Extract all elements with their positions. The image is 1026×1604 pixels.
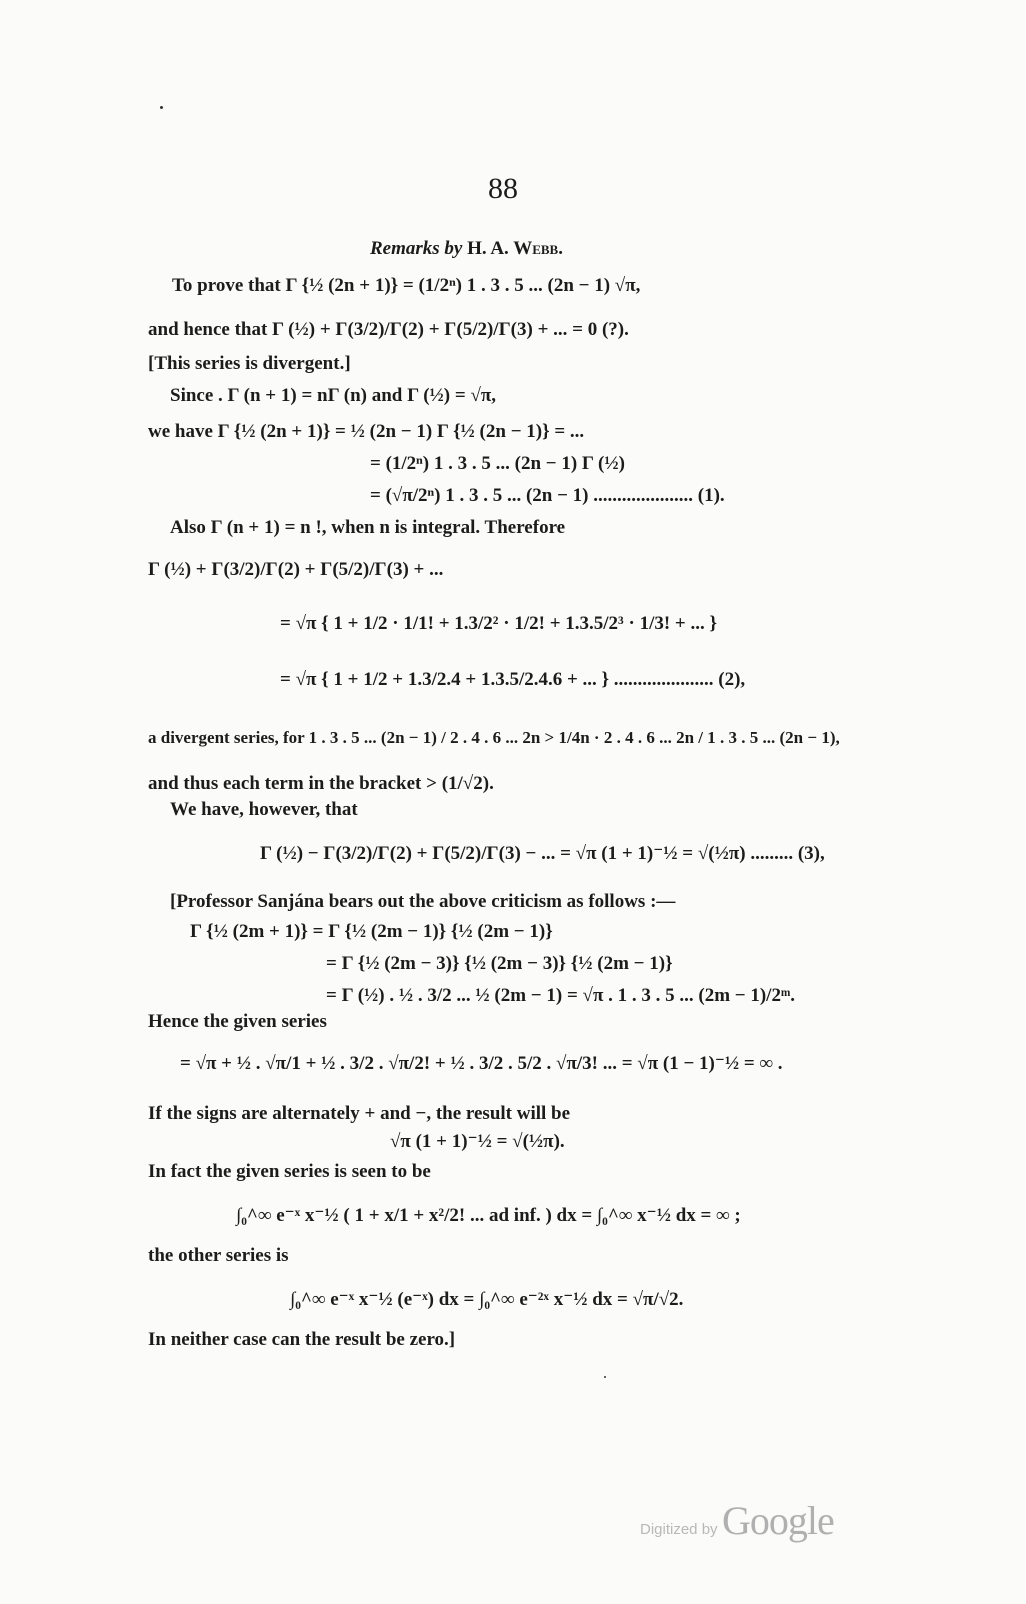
text-line: Γ (½) + Γ(3/2)/Γ(2) + Γ(5/2)/Γ(3) + ... bbox=[148, 559, 444, 580]
text-line: = (√π/2ⁿ) 1 . 3 . 5 ... (2n − 1) ..................... (1). bbox=[370, 485, 725, 506]
text-line: = Γ {½ (2m − 3)} {½ (2m − 3)} {½ (2m − 1)} bbox=[326, 953, 673, 974]
text-line: = √π { 1 + 1/2 + 1.3/2.4 + 1.3.5/2.4.6 + ... } ..................... (2), bbox=[280, 669, 746, 690]
text-line: In fact the given series is seen to be bbox=[148, 1161, 431, 1182]
text-line: and thus each term in the bracket > (1/√2). bbox=[148, 773, 494, 794]
text-line: ∫₀^∞ e⁻ˣ x⁻½ (e⁻ˣ) dx = ∫₀^∞ e⁻²ˣ x⁻½ dx = √π/√2. bbox=[290, 1289, 684, 1310]
text-line: the other series is bbox=[148, 1245, 289, 1266]
heading-author: H. A. Webb. bbox=[467, 238, 563, 259]
page-number: 88 bbox=[488, 172, 518, 205]
text-line: [Professor Sanjána bears out the above criticism as follows :— bbox=[170, 891, 676, 912]
section-heading bbox=[370, 238, 563, 260]
text-line: Γ {½ (2m + 1)} = Γ {½ (2m − 1)} {½ (2m − 1)} bbox=[190, 921, 553, 942]
text-line: = Γ (½) . ½ . 3/2 ... ½ (2m − 1) = √π . 1 . 3 . 5 ... (2m − 1)/2ᵐ. bbox=[326, 985, 796, 1006]
text-line: = √π { 1 + 1/2 · 1/1! + 1.3/2² · 1/2! + 1.3.5/2³ · 1/3! + ... } bbox=[280, 613, 717, 634]
heading-prefix: Remarks by bbox=[370, 238, 463, 259]
text-line: Also Γ (n + 1) = n !, when n is integral. Therefore bbox=[170, 517, 566, 538]
text-line: ∫₀^∞ e⁻ˣ x⁻½ ( 1 + x/1 + x²/2! ... ad inf. ) dx = ∫₀^∞ x⁻½ dx = ∞ ; bbox=[236, 1205, 741, 1226]
text-line: If the signs are alternately + and −, the result will be bbox=[148, 1103, 571, 1124]
watermark-small-text: Digitized by bbox=[640, 1521, 718, 1538]
text-line: = √π + ½ . √π/1 + ½ . 3/2 . √π/2! + ½ . 3/2 . 5/2 . √π/3! ... = √π (1 − 1)⁻½ = ∞ . bbox=[180, 1053, 783, 1074]
text-line: To prove that Γ {½ (2n + 1)} = (1/2ⁿ) 1 . 3 . 5 ... (2n − 1) √π, bbox=[172, 275, 641, 296]
digitized-watermark bbox=[640, 1497, 834, 1544]
text-line: we have Γ {½ (2n + 1)} = ½ (2n − 1) Γ {½ (2n − 1)} = ... bbox=[148, 421, 585, 442]
text-line: √π (1 + 1)⁻½ = √(½π). bbox=[390, 1131, 565, 1152]
text-line: a divergent series, for 1 . 3 . 5 ... (2n − 1) / 2 . 4 . 6 ... 2n > 1/4n · 2 . 4 . 6 ... 2n / 1 . 3 . 5 ... (2n − 1), bbox=[148, 728, 840, 747]
text-line: We have, however, that bbox=[170, 799, 358, 820]
text-line: Since . Γ (n + 1) = nΓ (n) and Γ (½) = √π, bbox=[170, 385, 497, 406]
stray-mark bbox=[604, 1376, 606, 1378]
text-line: In neither case can the result be zero.] bbox=[148, 1329, 456, 1350]
text-line: [This series is divergent.] bbox=[148, 353, 351, 374]
text-line: = (1/2ⁿ) 1 . 3 . 5 ... (2n − 1) Γ (½) bbox=[370, 453, 625, 474]
google-logo: Google bbox=[722, 1498, 834, 1543]
text-line: and hence that Γ (½) + Γ(3/2)/Γ(2) + Γ(5/2)/Γ(3) + ... = 0 (?). bbox=[148, 319, 629, 340]
text-line: Γ (½) − Γ(3/2)/Γ(2) + Γ(5/2)/Γ(3) − ... = √π (1 + 1)⁻½ = √(½π) ......... (3), bbox=[260, 843, 825, 864]
text-line: Hence the given series bbox=[148, 1011, 327, 1032]
stray-mark bbox=[160, 106, 163, 109]
